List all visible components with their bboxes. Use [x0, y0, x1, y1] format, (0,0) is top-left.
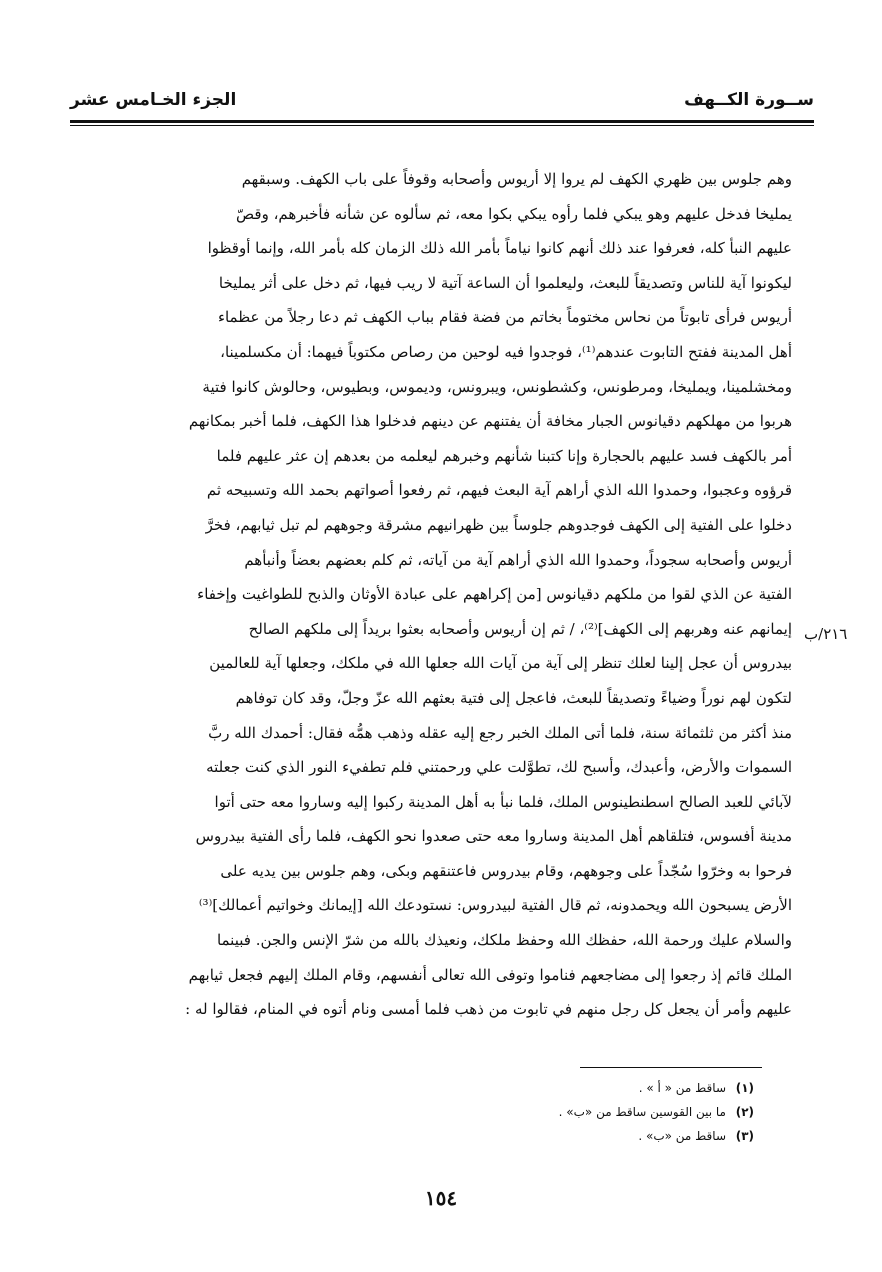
- text-line: عليهم النبأ كله، فعرفوا عند ذلك أنهم كانوا نياماً بأمر الله ذلك الزمان كله بأمر الله، وإنما أوقظوا: [207, 239, 792, 258]
- text-line: مدينة أفسوس، فتلقاهم أهل المدينة وساروا معه حتى صعدوا نحو الكهف، فلما رأى الفتية بيدروس: [195, 827, 792, 846]
- text-line: الملك قائم إذ رجعوا إلى مضاجعهم فناموا وتوفى الله تعالى أنفسهم، وقام الملك إليهم فجعل ثيابهم: [188, 965, 792, 984]
- footnote-number: (١): [735, 1081, 754, 1095]
- footnote-number: (٢): [735, 1105, 754, 1119]
- text-line: لتكون لهم نوراً وضياءً وتصديقاً للبعث، فاعجل إلى فتية بعثهم الله عزّ وجلّ، وقد كان توفاهم: [235, 688, 792, 707]
- surah-title: ســورة الكــهف: [684, 90, 814, 110]
- text-line: هربوا من مهلكهم دقيانوس الجبار مخافة أن يفتنهم عن دينهم فدخلوا هذا الكهف، فلما أخبر بمكانهم: [188, 412, 792, 431]
- text-line: أريوس فرأى تابوتاً من نحاس مختوماً بخاتم من فضة فقام بباب الكهف ثم دعا رجلاً من عظماء: [217, 308, 792, 327]
- footnotes: [354, 1076, 754, 1148]
- footnote-item: [354, 1124, 754, 1148]
- text-line: ليكونوا آية للناس وتصديقاً للبعث، وليعلموا أن الساعة آتية لا ريب فيها، ثم دخل على أثر يمليخا: [218, 273, 792, 292]
- footnote-item: [354, 1100, 754, 1124]
- text-line: ومخشلمينا، ويمليخا، ومرطونس، وكشطونس، ويبرونس، وديموس، وبطيوس، وحالوش كانوا فتية: [202, 377, 792, 396]
- text-line: يمليخا فدخل عليهم وهو يبكي فلما رأوه يبكي بكوا معه، ثم سألوه عن شأنه فأخبرهم، وقصّ: [236, 204, 792, 223]
- main-text: [92, 162, 792, 1027]
- text-line: وهم جلوس بين ظهري الكهف لم يروا إلا أريوس وأصحابه وقوفاً على باب الكهف. وسبقهم: [241, 170, 792, 188]
- text-line: عليهم وأمر أن يجعل كل رجل منهم في تابوت من ذهب فلما أمسى ونام أتوه في المنام، فقالوا له :: [185, 1000, 792, 1019]
- footnote-text: ساقط من «ب» .: [638, 1129, 726, 1143]
- text-line: والسلام عليك ورحمة الله، حفظك الله وحفظ ملكك، ونعيذك بالله من شرّ الإنس والجن. فبينما: [216, 931, 792, 950]
- footnote-text: ساقط من « أ » .: [638, 1081, 726, 1095]
- text-line: أمر بالكهف فسد عليهم بالحجارة وإنا كتبنا شأنهم وخبرهم ليعلمه من بعدهم إن عثر عليهم فلما: [216, 446, 792, 465]
- header-rule-thick: [70, 120, 814, 123]
- text-line: الأرض يسبحون الله ويحمدونه، ثم قال الفتية لبيدروس: نستودعك الله [إيمانك وخواتيم أعمالك]⁽³⁾: [198, 896, 792, 915]
- text-line: لآبائي للعبد الصالح اسطنطينوس الملك، فلما نبأ به أهل المدينة ركبوا إليه وساروا معه حتى أتوا: [214, 792, 792, 811]
- text-line: الفتية عن الذي لقوا من ملكهم دقيانوس [من إكراههم على عبادة الأوثان والذبح للطواغيت وإخفاء: [197, 585, 792, 604]
- text-line: فرحوا به وخرّوا سُجّداً على وجوههم، وقام بيدروس فاعتنقهم وبكى، وهم جلوس بين يديه على: [220, 861, 792, 880]
- text-line: دخلوا على الفتية إلى الكهف فوجدوهم جلوساً بين ظهرانيهم مشرقة وجوههم لم تبل ثيابهم، فخرَّ: [205, 515, 792, 534]
- part-title: الجزء الخـامس عشر: [70, 90, 237, 110]
- text-line: السموات والأرض، وأعبدك، وأسبح لك، تطوَّلت علي ورحمتني فلم تطفيء النور الذي كنت جعلته: [206, 758, 792, 777]
- page-number: ١٥٤: [424, 1186, 458, 1210]
- footnote-rule: [580, 1067, 762, 1068]
- footnote-text: ما بين القوسين ساقط من «ب» .: [558, 1105, 726, 1119]
- running-header: [70, 80, 814, 120]
- text-line: بيدروس أن عجل إلينا لعلك تنظر إلى آية من آيات الله جعلها الله في ملكك، وجعلها آية للعالمين: [209, 654, 792, 673]
- manuscript-folio-note: ٢١٦/ب: [804, 625, 848, 643]
- text-line: قرؤوه وعجبوا، وحمدوا الله الذي أراهم آية البعث فيهم، ثم رفعوا أصواتهم بحمد الله وتسبيحه ثم: [206, 481, 792, 500]
- footnote-number: (٣): [735, 1129, 754, 1143]
- text-line: منذ أكثر من ثلثمائة سنة، فلما أتى الملك الخبر رجع إليه عقله وذهب همُّه فقال: أحمدك الله ربَّ: [208, 723, 792, 742]
- text-line: إيمانهم عنه وهربهم إلى الكهف]⁽²⁾، / ثم إن أريوس وأصحابه بعثوا بريداً إلى ملكهم الصالح: [248, 619, 792, 638]
- text-line: أهل المدينة ففتح التابوت عندهم⁽¹⁾، فوجدوا فيه لوحين من رصاص مكتوباً فيهما: أن مكسلمينا،: [220, 342, 792, 361]
- footnote-item: [354, 1076, 754, 1100]
- header-rule-thin: [70, 125, 814, 126]
- text-line: أريوس وأصحابه سجوداً، وحمدوا الله الذي أراهم آية من آياته، ثم كلم بعضهم بعضاً وأنبأهم: [244, 550, 792, 569]
